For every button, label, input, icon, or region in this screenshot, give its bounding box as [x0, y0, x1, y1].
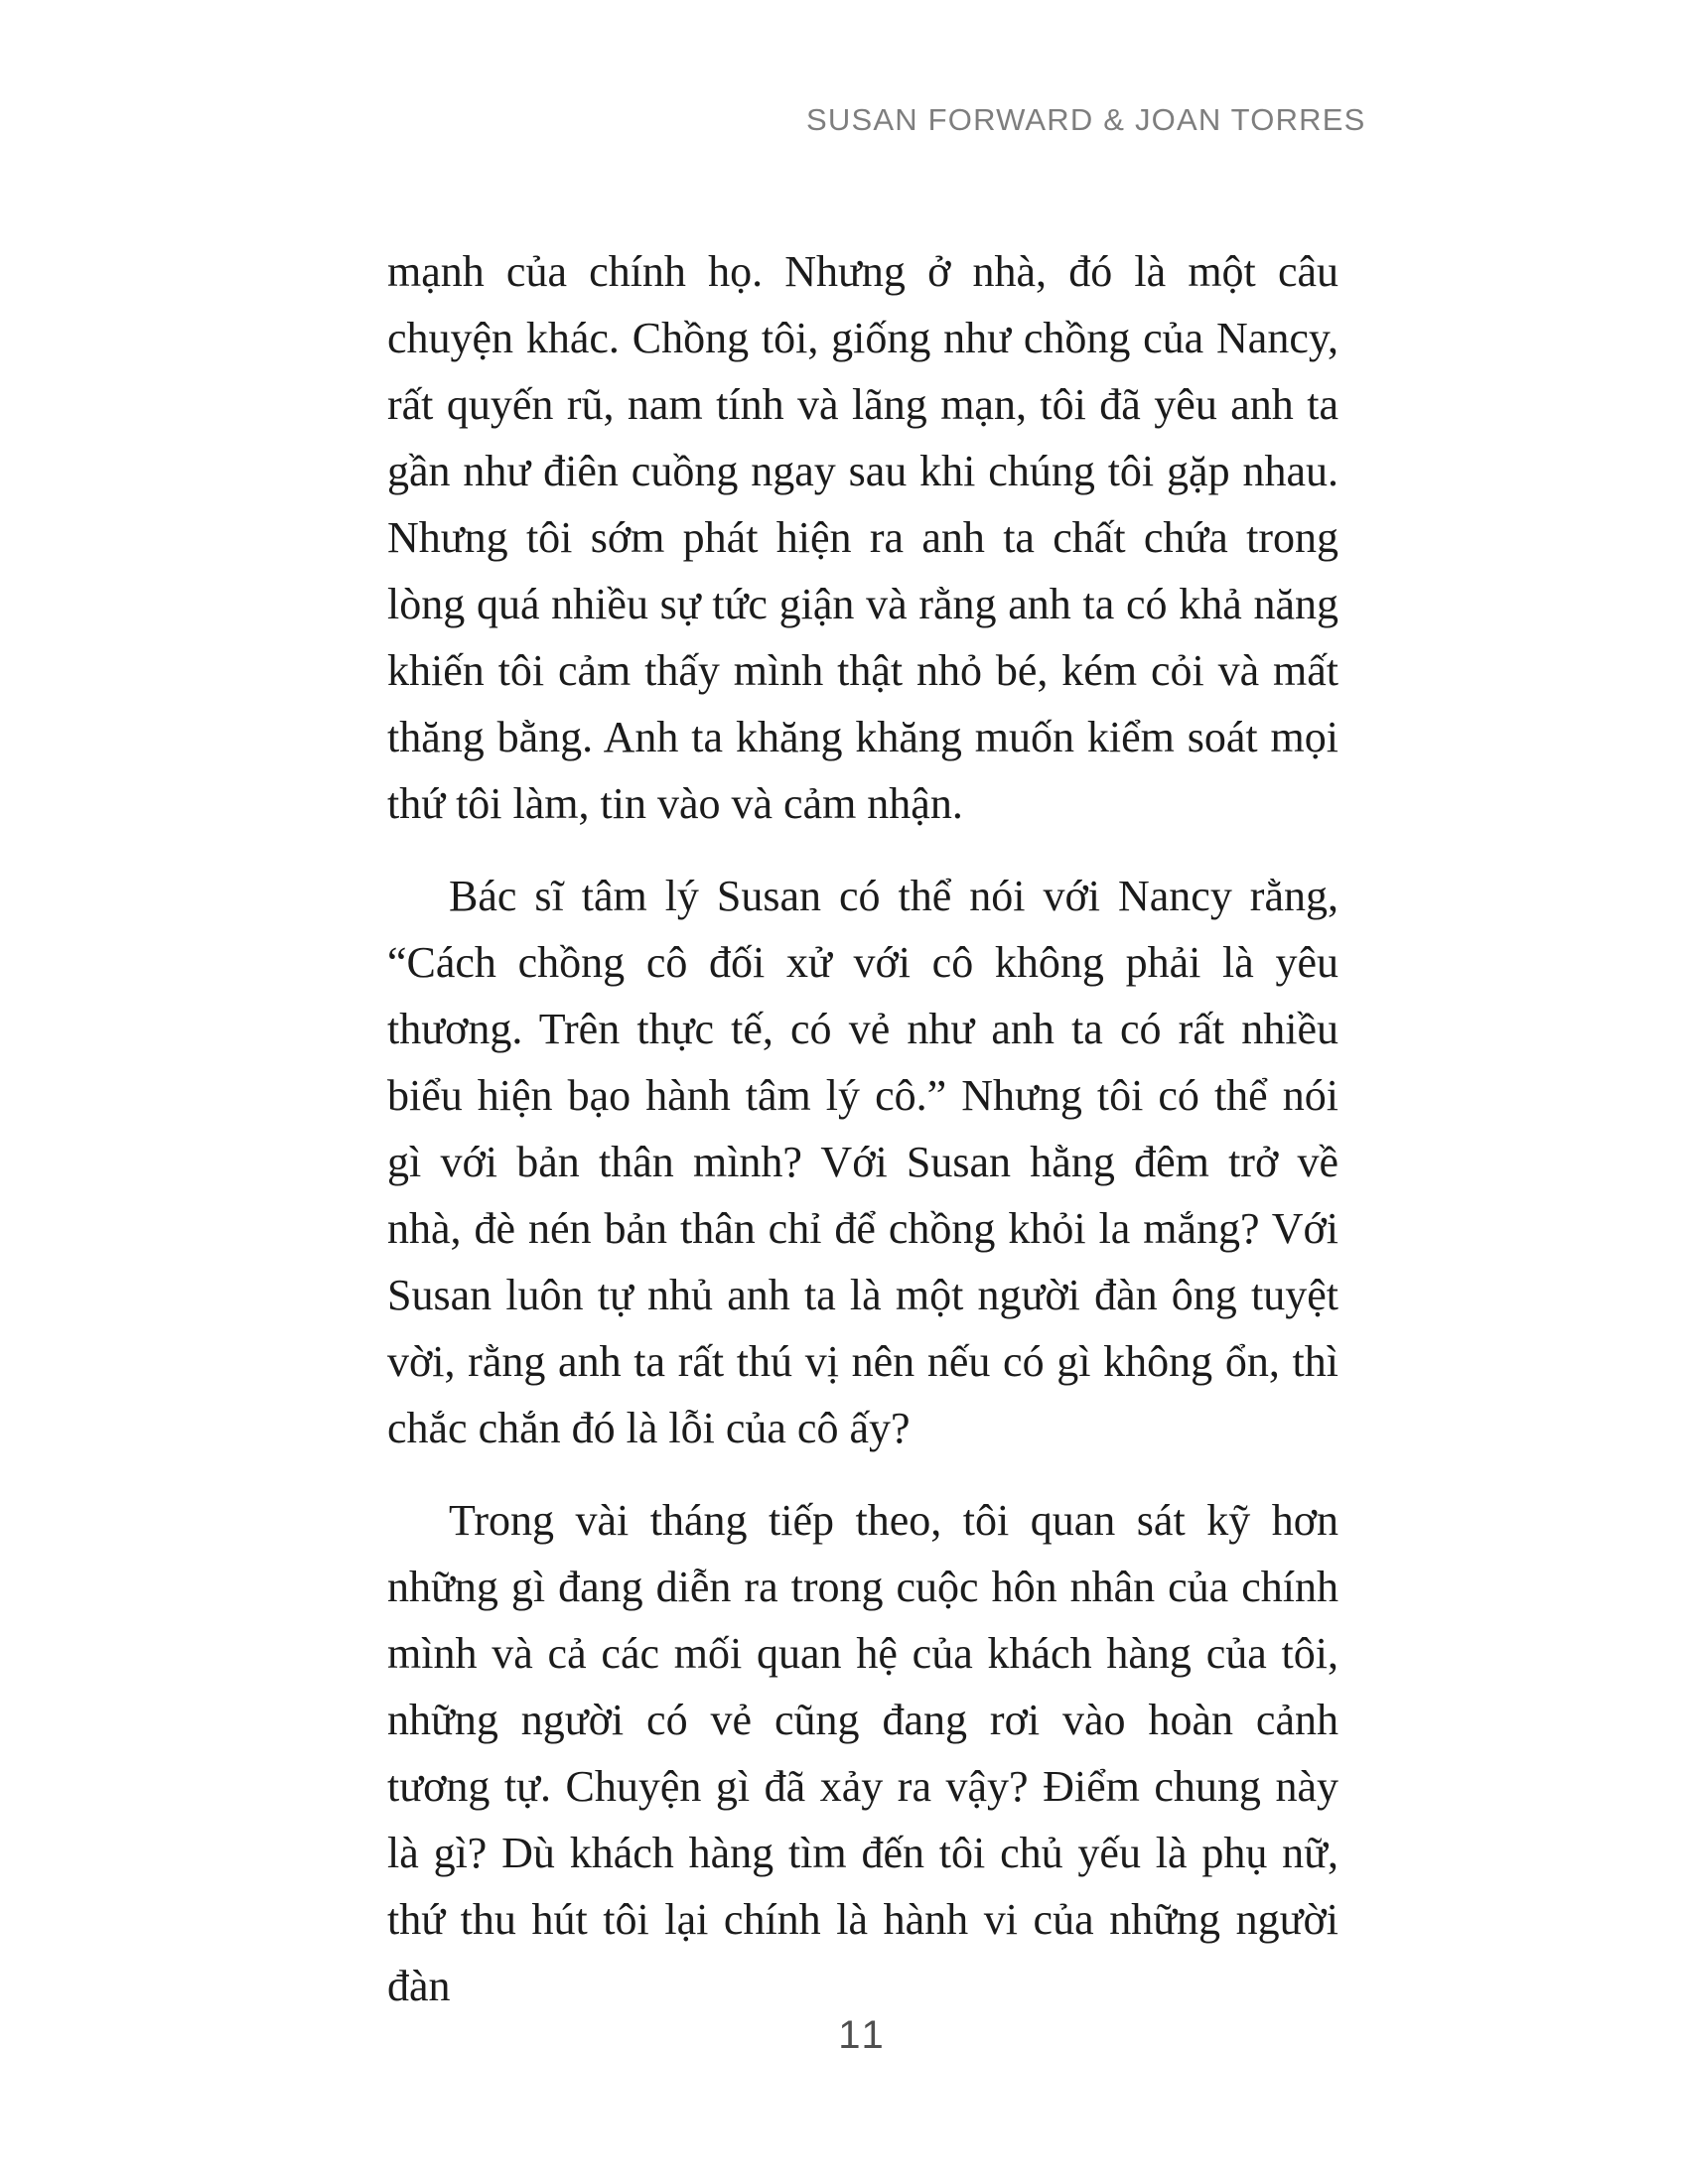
paragraph-3: Trong vài tháng tiếp theo, tôi quan sát kỹ hơn những gì đang diễn ra trong cuộc hôn nhân của chính mình và cả các mối quan hệ của khách hàng của tôi, những người có vẻ cũng đang rơi vào hoàn cảnh tương tự. Chuyện gì đã xảy ra vậy? Điểm chung này là gì? Dù khách hàng tìm đến tôi chủ yếu là phụ nữ, thứ thu hút tôi lại chính là hành vi của những người đàn	[387, 1496, 1338, 2010]
paragraph-2: Bác sĩ tâm lý Susan có thể nói với Nancy rằng, “Cách chồng cô đối xử với cô không phải là yêu thương. Trên thực tế, có vẻ như anh ta có rất nhiều biểu hiện bạo hành tâm lý cô.” Nhưng tôi có thể nói gì với bản thân mình? Với Susan hằng đêm trở về nhà, đè nén bản thân chỉ để chồng khỏi la mắng? Với Susan luôn tự nhủ anh ta là một người đàn ông tuyệt vời, rằng anh ta rất thú vị nên nếu có gì không ổn, thì chắc chắn đó là lỗi của cô ấy?	[387, 872, 1338, 1452]
running-header: SUSAN FORWARD & JOAN TORRES	[806, 102, 1366, 137]
page-number: 11	[838, 2013, 888, 2057]
body-text	[387, 238, 1338, 2019]
paragraph-1: mạnh của chính họ. Nhưng ở nhà, đó là một câu chuyện khác. Chồng tôi, giống như chồng của Nancy, rất quyến rũ, nam tính và lãng mạn, tôi đã yêu anh ta gần như điên cuồng ngay sau khi chúng tôi gặp nhau. Nhưng tôi sớm phát hiện ra anh ta chất chứa trong lòng quá nhiều sự tức giận và rằng anh ta có khả năng khiến tôi cảm thấy mình thật nhỏ bé, kém cỏi và mất thăng bằng. Anh ta khăng khăng muốn kiểm soát mọi thứ tôi làm, tin vào và cảm nhận.	[387, 247, 1338, 828]
